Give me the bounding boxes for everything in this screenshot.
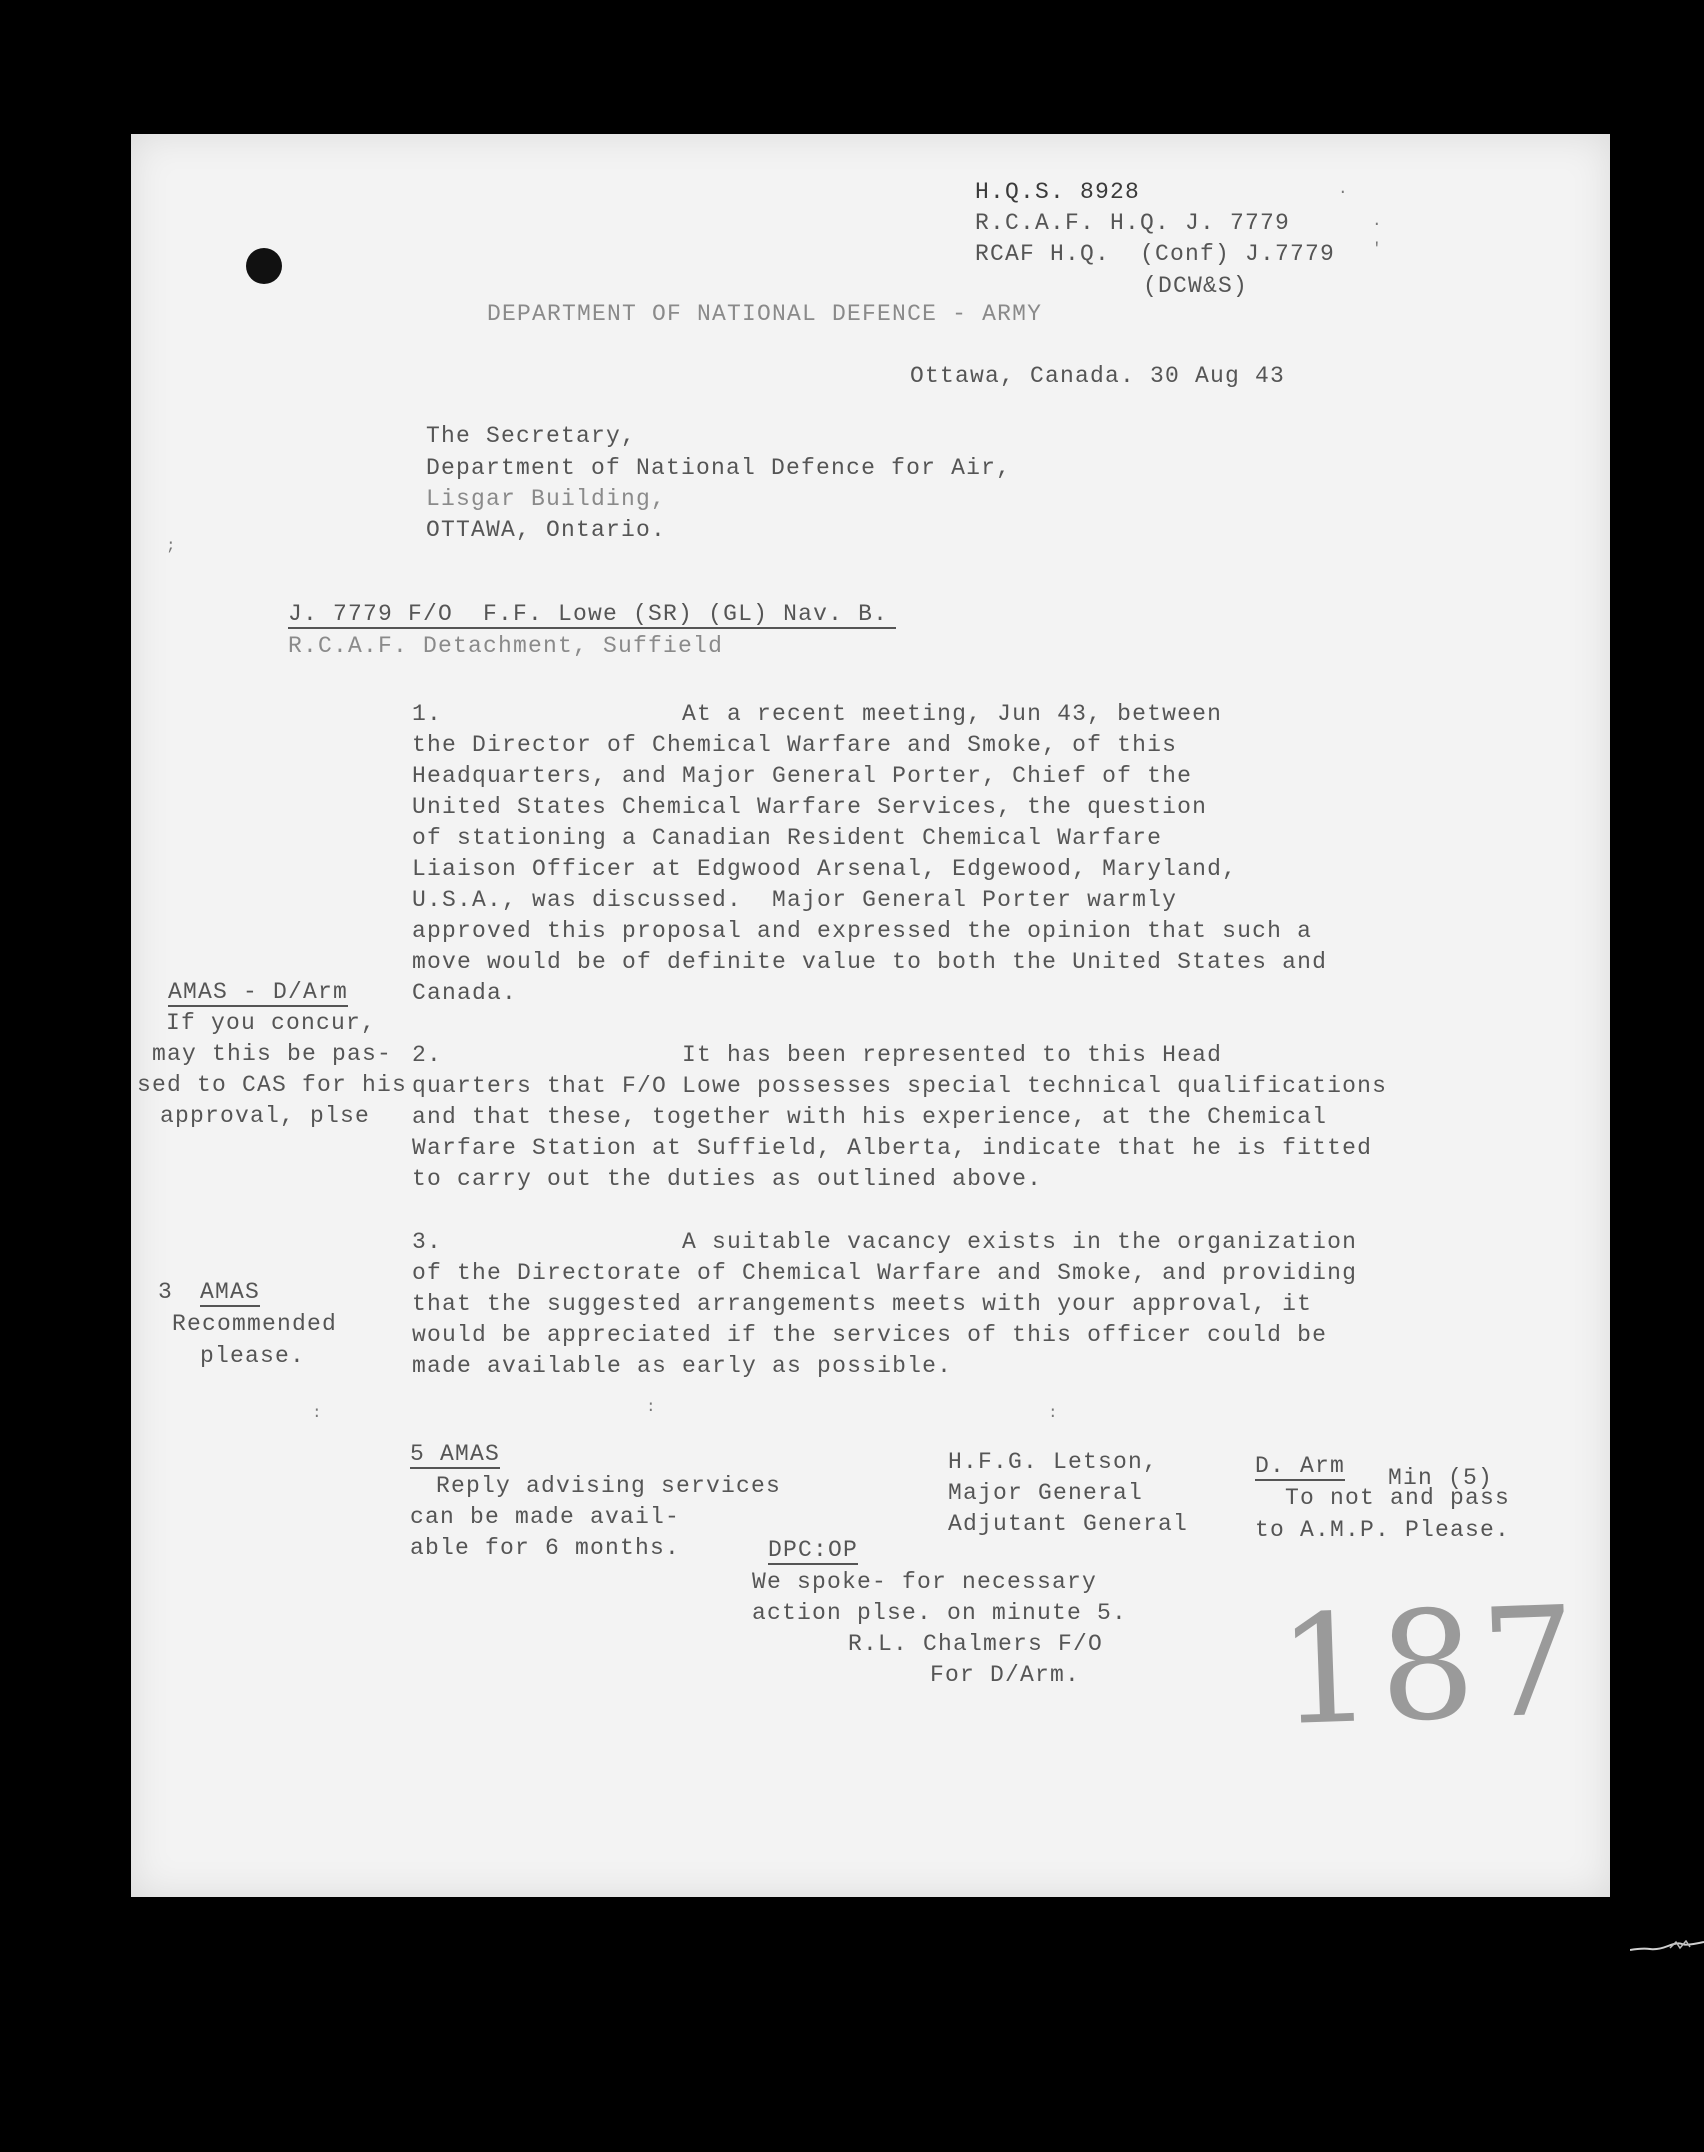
text-line: United States Chemical Warfare Services, the question [412, 794, 1208, 820]
stray-mark: ' [1372, 240, 1382, 258]
margin-note-number: 3 [158, 1279, 174, 1305]
subject-line-2: R.C.A.F. Detachment, Suffield [288, 633, 724, 659]
text-line: action plse. on minute 5. [752, 1600, 1128, 1626]
text-line: made available as early as possible. [412, 1353, 953, 1379]
address-line: Lisgar Building, [426, 486, 667, 512]
text-line: approved this proposal and expressed the opinion that such a [412, 918, 1313, 944]
ref-rcaf-conf: RCAF H.Q. (Conf) J.7779 [975, 241, 1336, 267]
address-line: Department of National Defence for Air, [426, 455, 1012, 481]
ref-hqs: H.Q.S. 8928 [975, 179, 1141, 205]
subject-line-1: J. 7779 F/O F.F. Lowe (SR) (GL) Nav. B. [288, 601, 896, 629]
text-line: 3. A suitable vacancy exists in the organization [412, 1229, 1358, 1255]
text-line: To not and pass [1285, 1485, 1511, 1511]
address-line: OTTAWA, Ontario. [426, 517, 667, 543]
margin-note-title: AMAS - D/Arm [168, 979, 349, 1005]
stray-mark: : [646, 1398, 656, 1416]
text-line: If you concur, [166, 1010, 377, 1036]
text-line: Liaison Officer at Edgwood Arsenal, Edgewood, Maryland, [412, 856, 1238, 882]
signature-title: Adjutant General [948, 1511, 1189, 1537]
text-line: of stationing a Canadian Resident Chemical Warfare [412, 825, 1163, 851]
text-line: 2. It has been represented to this Head [412, 1042, 1223, 1068]
stray-mark: : [1048, 1404, 1058, 1422]
text-line: to A.M.P. Please. [1255, 1517, 1511, 1543]
text-line: able for 6 months. [410, 1535, 681, 1561]
punch-hole [246, 248, 282, 284]
text-line: Warfare Station at Suffield, Alberta, indicate that he is fitted [412, 1135, 1373, 1161]
margin-note-title: AMAS [200, 1279, 261, 1305]
stray-mark: ; [166, 537, 176, 555]
paper-fray-mark [1630, 1940, 1704, 1952]
text-line: For D/Arm. [930, 1662, 1081, 1688]
text-line: would be appreciated if the services of this officer could be [412, 1322, 1328, 1348]
minute-title: 5 AMAS [410, 1441, 501, 1467]
text-line: move would be of definite value to both the United States and [412, 949, 1328, 975]
signature-name: H.F.G. Letson, [948, 1449, 1159, 1475]
stray-mark: . [1372, 212, 1382, 230]
text-line: and that these, together with his experience, at the Chemical [412, 1104, 1328, 1130]
text-line: that the suggested arrangements meets with your approval, it [412, 1291, 1313, 1317]
stray-mark: . [1338, 180, 1348, 198]
page-number: 187 [1275, 1574, 1586, 1760]
text-line: Headquarters, and Major General Porter, Chief of the [412, 763, 1193, 789]
text-line: R.L. Chalmers F/O [848, 1631, 1104, 1657]
text-line: 1. At a recent meeting, Jun 43, between [412, 701, 1223, 727]
text-line: We spoke- for necessary [752, 1569, 1098, 1595]
text-line: the Director of Chemical Warfare and Smoke, of this [412, 732, 1178, 758]
dpc-title: DPC:OP [768, 1537, 859, 1563]
text-line: can be made avail- [410, 1504, 681, 1530]
text-line: quarters that F/O Lowe possesses special technical qualifications [412, 1073, 1388, 1099]
text-line: please. [200, 1343, 306, 1369]
stray-mark: : [312, 1404, 322, 1422]
ref-rcaf: R.C.A.F. H.Q. J. 7779 [975, 210, 1291, 236]
signature-rank: Major General [948, 1480, 1144, 1506]
darm-min: Min (5) [1388, 1465, 1494, 1491]
text-line: Recommended [172, 1311, 338, 1337]
text-line: may this be pas- [152, 1041, 393, 1067]
text-line: approval, plse [160, 1103, 371, 1129]
address-line: The Secretary, [426, 423, 637, 449]
text-line: of the Directorate of Chemical Warfare and Smoke, and providing [412, 1260, 1358, 1286]
text-line: Reply advising services [436, 1473, 782, 1499]
text-line: Canada. [412, 980, 518, 1006]
text-line: to carry out the duties as outlined above. [412, 1166, 1043, 1192]
letterhead: DEPARTMENT OF NATIONAL DEFENCE - ARMY [487, 301, 1043, 327]
text-line: sed to CAS for his [137, 1072, 408, 1098]
subject-line [288, 598, 896, 630]
darm-title: D. Arm [1255, 1453, 1346, 1479]
place-date: Ottawa, Canada. 30 Aug 43 [910, 363, 1286, 389]
ref-dcws: (DCW&S) [1143, 273, 1249, 299]
text-line: U.S.A., was discussed. Major General Porter warmly [412, 887, 1178, 913]
